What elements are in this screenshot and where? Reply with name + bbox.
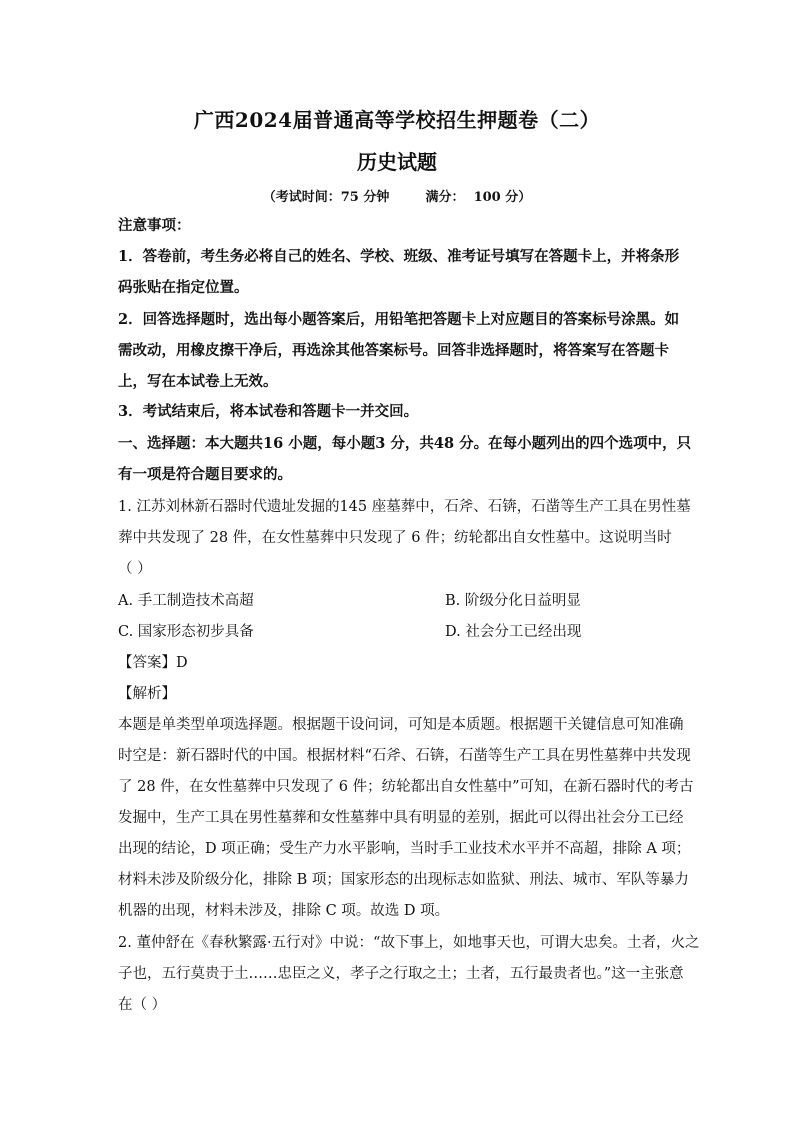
analysis-line-7: 机器的出现，材料未涉及，排除 C 项。故选 D 项。 [118,903,450,919]
document-subtitle: 历史试题 [357,150,437,174]
question-1-answer: 【答案】D [118,655,188,671]
section-heading-line-1: 一、选择题：本大题共16 小题，每小题3 分，共48 分。在每小题列出的四个选项中，只 [118,435,692,452]
note-1-line-1: 1．答卷前，考生务必将自己的姓名、学校、班级、准考证号填写在答题卡上，并将条形 [118,248,680,265]
document-title: 广西2024届普通高等学校招生押题卷（二） [193,108,601,132]
notes-heading: 注意事项： [118,217,191,234]
analysis-line-3: 了 28 件，在女性墓葬中只发现了 6 件；纺轮都出自女性墓中”可知，在新石器时代的考古 [118,779,694,795]
note-3: 3．考试结束后，将本试卷和答题卡一并交回。 [118,403,419,420]
analysis-line-5: 出现的结论，D 项正确；受生产力水平影响，当时手工业技术水平并不高超，排除 A 项； [118,841,691,857]
question-1-line-2: 葬中共发现了 28 件，在女性墓葬中只发现了 6 件；纺轮都出自女性墓中。这说明当时 [118,530,672,546]
analysis-line-1: 本题是单类型单项选择题。根据题干设问词，可知是本质题。根据题干关键信息可知准确 [118,717,684,733]
question-1-line-1: 1. 江苏刘林新石器时代遗址发掘的145 座墓葬中，石斧、石锛，石凿等生产工具在男性墓 [118,499,691,515]
question-1-option-a: A. 手工制造技术高超 [118,593,254,609]
analysis-line-6: 材料未涉及阶级分化，排除 B 项；国家形态的出现标志如监狱、刑法、城市、军队等暴力 [118,872,689,888]
note-2-line-3: 上，写在本试卷上无效。 [118,373,278,390]
question-1-option-d: D. 社会分工已经出现 [445,624,582,640]
question-2-line-1: 2. 董仲舒在《春秋繁露·五行对》中说：“故下事上，如地事天也，可谓大忠矣。土者，火之 [118,935,700,951]
note-2-line-2: 需改动，用橡皮擦干净后，再选涂其他答案标号。回答非选择题时，将答案写在答题卡 [118,342,669,359]
section-heading-line-2: 有一项是符合题目要求的。 [118,466,292,483]
exam-meta: （考试时间：75 分钟 满分： 100 分） [262,190,532,205]
question-1-analysis-label: 【解析】 [118,686,176,702]
note-1-line-2: 码张贴在指定位置。 [118,279,249,296]
question-1-line-3: （ ） [118,561,152,577]
question-1-option-c: C. 国家形态初步具备 [118,624,254,640]
question-2-line-2: 子也，五行莫贵于土……忠臣之义，孝子之行取之土；土者，五行最贵者也。”这一主张意 [118,966,684,982]
question-1-option-b: B. 阶级分化日益明显 [445,593,581,609]
analysis-line-4: 发掘中，生产工具在男性墓葬和女性墓葬中具有明显的差别，据此可以得出社会分工已经 [118,810,684,826]
analysis-line-2: 时空是：新石器时代的中国。根据材料“石斧、石锛，石凿等生产工具在男性墓葬中共发现 [118,748,691,764]
question-2-line-3: 在（ ） [118,997,167,1013]
note-2-line-1: 2．回答选择题时，选出每小题答案后，用铅笔把答题卡上对应题目的答案标号涂黑。如 [118,311,680,328]
